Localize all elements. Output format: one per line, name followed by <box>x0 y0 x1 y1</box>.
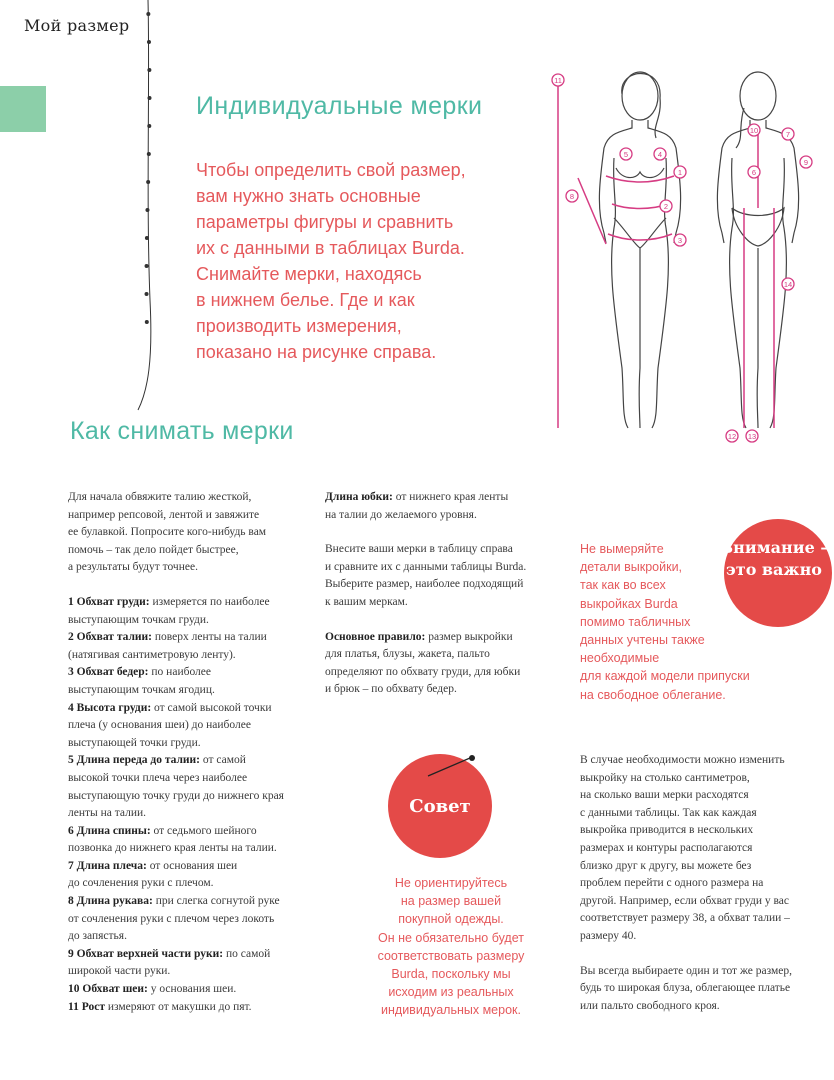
svg-text:9: 9 <box>803 158 809 167</box>
measurement-item-line <box>68 963 318 981</box>
measurement-term: 3 Обхват бедер: <box>68 666 149 679</box>
term-desc: размер выкройки <box>425 630 513 643</box>
intro-line: параметры фигуры и сравнить <box>196 212 454 232</box>
measurement-item-line <box>68 594 318 612</box>
text-line: Вы всегда выбираете один и тот же размер, <box>580 964 792 977</box>
tip-line: покупной одежды. <box>398 912 504 927</box>
measurement-term: 5 Длина переда до талии: <box>68 754 201 767</box>
measurement-desc: по самой <box>223 947 271 960</box>
measurement-item-line <box>68 999 318 1017</box>
marker-14 <box>782 278 794 290</box>
svg-text:12: 12 <box>727 432 737 441</box>
measurement-item-line <box>68 700 318 718</box>
measurement-desc: широкой части руки. <box>68 965 171 978</box>
svg-text:Внимание –: Внимание – <box>719 538 829 557</box>
tip-line: на размер вашей <box>400 894 502 909</box>
text-line: близко друг к другу, вы можете без <box>580 859 752 872</box>
front-head <box>622 72 658 120</box>
text-line: или пальто свободного кроя. <box>580 999 720 1012</box>
text-line: а результаты будут точнее. <box>68 561 198 574</box>
intro-line: показано на рисунке справа. <box>196 342 437 362</box>
text-line: помочь – так дело пойдет быстрее, <box>68 543 239 556</box>
measurement-item-line <box>68 664 318 682</box>
text-line: соответствует размеру 38, а обхват талии – <box>580 912 790 925</box>
term: Основное правило: <box>325 630 426 643</box>
measurement-term: 1 Обхват груди: <box>68 595 150 608</box>
text-line: на талии до желаемого уровня. <box>325 508 477 521</box>
svg-text:1: 1 <box>677 168 683 177</box>
measurement-term: 6 Длина спины: <box>68 824 151 837</box>
warning-line: необходимые <box>580 651 660 666</box>
measurement-desc: поверх ленты на талии <box>152 631 267 644</box>
measurement-item-line <box>68 735 318 753</box>
warning-line: так как во всех <box>580 578 666 593</box>
svg-text:6: 6 <box>751 168 757 177</box>
measurement-term: 7 Длина плеча: <box>68 859 147 872</box>
marker-1 <box>674 166 686 178</box>
measurement-item-line <box>68 682 318 700</box>
back-head <box>740 72 776 120</box>
svg-text:это важно: это важно <box>726 560 822 579</box>
measurement-desc: выступающей точки груди. <box>68 736 201 749</box>
svg-text:Совет: Совет <box>409 796 471 817</box>
text-line: другой. Например, если обхват груди у вас <box>580 894 789 907</box>
warning-line: на свободное облегание. <box>580 687 726 702</box>
measurement-figure <box>548 68 818 446</box>
term: Длина юбки: <box>325 491 393 503</box>
measurement-item-line <box>68 928 318 946</box>
measurement-desc: ленты на талии. <box>68 807 147 820</box>
text-line: выкройку на столько сантиметров, <box>580 771 750 784</box>
measurement-term: 9 Обхват верхней части руки: <box>68 947 224 960</box>
measurement-item-line <box>68 612 318 630</box>
measurement-desc: выступающую точку груди до нижнего края <box>68 789 284 802</box>
text-line <box>325 489 575 507</box>
measurement-item-line <box>68 770 318 788</box>
front-hair <box>622 74 661 139</box>
marker-11 <box>552 74 564 86</box>
column-1 <box>68 489 318 1016</box>
measurement-term: 8 Длина рукава: <box>68 895 153 908</box>
tip-line: Он не обязательно будет <box>378 930 524 945</box>
measurement-item-line <box>68 875 318 893</box>
measurement-desc: выступающим точкам ягодиц. <box>68 683 215 696</box>
measurement-desc: измеряют от макушки до пят. <box>104 1000 252 1013</box>
marker-9 <box>800 156 812 168</box>
text-line: размеру 40. <box>580 929 637 942</box>
column-3 <box>580 752 830 1015</box>
measurement-desc: измеряется по наиболее <box>149 595 270 608</box>
intro-line: вам нужно знать основные <box>196 186 421 206</box>
measurement-item-line <box>68 946 318 964</box>
text-line: и брюк – по обхвату бедер. <box>325 683 457 696</box>
text-line: и сравните их с данными таблицы Burda. <box>325 560 527 573</box>
warning-line: Не вымеряйте <box>580 542 664 556</box>
marker-6 <box>748 166 760 178</box>
measurement-item-line <box>68 629 318 647</box>
svg-text:4: 4 <box>657 150 663 159</box>
warning-line: выкройках Burda <box>580 596 678 611</box>
measurement-term: 10 Обхват шеи: <box>68 983 148 996</box>
page-title: Индивидуальные мерки <box>196 92 483 120</box>
text-line: размерах и контуры располагаются <box>580 841 753 854</box>
svg-text:11: 11 <box>554 76 562 85</box>
intro-line: в нижнем белье. Где и как <box>196 290 415 310</box>
sleeve-line <box>578 178 606 244</box>
text-line: Выберите размер, наиболее подходящий <box>325 578 524 591</box>
text-line: проблем перейти с одного размера на <box>580 877 764 890</box>
measurement-item-line <box>68 981 318 999</box>
measurement-desc: от самой высокой точки <box>151 701 272 714</box>
text-line: Для начала обвяжите талию жесткой, <box>68 491 252 503</box>
measurement-desc: выступающим точкам груди. <box>68 613 209 626</box>
intro-paragraph <box>196 157 526 365</box>
svg-text:8: 8 <box>569 192 575 201</box>
intro-line: их с данными в таблицах Burda. <box>196 238 465 258</box>
tip-line: Burda, поскольку мы <box>391 967 511 982</box>
text-line: В случае необходимости можно изменить <box>580 754 785 766</box>
warning-line: данных учтены также <box>580 633 705 648</box>
term-desc: от нижнего края ленты <box>392 491 509 503</box>
measurement-item-line <box>68 911 318 929</box>
front-body <box>599 120 683 428</box>
measurement-desc: от самой <box>200 754 246 767</box>
marker-7 <box>782 128 794 140</box>
marker-2 <box>660 200 672 212</box>
marker-5 <box>620 148 632 160</box>
text-line: с данными таблицы. Так как каждая <box>580 806 757 819</box>
measurement-desc: плеча (у основания шеи) до наиболее <box>68 719 251 732</box>
measurement-item-line <box>68 840 318 858</box>
marker-4 <box>654 148 666 160</box>
measurement-item-line <box>68 823 318 841</box>
section-subtitle: Как снимать мерки <box>70 417 294 445</box>
section-header: Мой размер <box>24 16 130 35</box>
svg-text:14: 14 <box>783 280 793 289</box>
warning-text <box>580 540 790 704</box>
measurement-item-line <box>68 788 318 806</box>
intro-line: производить измерения, <box>196 316 402 336</box>
column-2 <box>325 489 575 699</box>
back-underwear <box>732 208 784 246</box>
measurement-desc: по наиболее <box>148 666 211 679</box>
measurement-term: 11 Рост <box>68 1000 105 1013</box>
tip-badge <box>378 752 502 860</box>
marker-10 <box>748 124 760 136</box>
tip-line: Не ориентируйтесь <box>394 876 508 890</box>
measurement-item-line <box>68 805 318 823</box>
measurement-item-line <box>68 717 318 735</box>
measurement-item-line <box>68 858 318 876</box>
measurement-desc: от сочленения руки с плечом через локоть <box>68 912 275 925</box>
text-line: выкройка приводится в нескольких <box>580 824 754 837</box>
marker-8 <box>566 190 578 202</box>
text-line: на сколько ваши мерки расходятся <box>580 789 749 802</box>
svg-text:2: 2 <box>663 202 669 211</box>
tip-line: соответствовать размеру <box>377 948 525 963</box>
measurement-item-line <box>68 893 318 911</box>
measurement-desc: до запястья. <box>68 930 127 943</box>
marker-13 <box>746 430 758 442</box>
tip-line: индивидуальных мерок. <box>381 1003 521 1018</box>
marker-3 <box>674 234 686 246</box>
hip-line <box>608 234 672 240</box>
text-line: определяют по обхвату груди, для юбки <box>325 665 521 678</box>
back-hair <box>736 108 744 148</box>
svg-text:13: 13 <box>747 432 757 441</box>
measurement-desc: до сочленения руки с плечом. <box>68 877 214 890</box>
intro-line: Снимайте мерки, находясь <box>196 264 422 284</box>
svg-text:5: 5 <box>623 150 629 159</box>
svg-text:7: 7 <box>785 130 791 139</box>
intro-line: Чтобы определить свой размер, <box>196 160 466 180</box>
section-color-tab <box>0 86 46 132</box>
figure-markers <box>552 74 812 442</box>
measurement-desc: (натягивая сантиметровую ленту). <box>68 648 236 661</box>
svg-text:3: 3 <box>677 236 683 245</box>
tip-text <box>356 874 546 1020</box>
tip-line: исходим из реальных <box>388 985 514 1000</box>
text-line: будь то широкая блуза, облегающее платье <box>580 982 791 995</box>
measurement-desc: у основания шеи. <box>147 983 237 996</box>
measurement-desc: высокой точки плеча через наиболее <box>68 771 248 784</box>
marker-12 <box>726 430 738 442</box>
measurement-term: 4 Высота груди: <box>68 701 152 714</box>
measurement-item-line <box>68 647 318 665</box>
measurement-desc: от седьмого шейного <box>150 824 257 837</box>
warning-line: детали выкройки, <box>580 560 683 575</box>
text-line: для платья, блузы, жакета, пальто <box>325 648 490 661</box>
text-line: например репсовой, лентой и завяжите <box>68 508 260 521</box>
measurement-term: 2 Обхват талии: <box>68 631 152 644</box>
warning-line: помимо табличных <box>580 614 691 629</box>
measurement-item-line <box>68 752 318 770</box>
text-line <box>325 629 575 647</box>
warning-line: для каждой модели припуски <box>580 669 750 684</box>
text-line: к вашим меркам. <box>325 595 408 608</box>
dotted-guide-line <box>128 0 168 420</box>
measurement-desc: позвонка до нижнего края ленты на талии. <box>68 842 277 855</box>
text-line: Внесите ваши мерки в таблицу справа <box>325 543 513 556</box>
measurement-desc: при слегка согнутой руке <box>152 895 280 908</box>
text-line: ее булавкой. Попросите кого-нибудь вам <box>68 526 267 539</box>
bust-line <box>606 176 674 182</box>
measurement-desc: от основания шеи <box>146 859 238 872</box>
svg-text:10: 10 <box>749 126 759 135</box>
